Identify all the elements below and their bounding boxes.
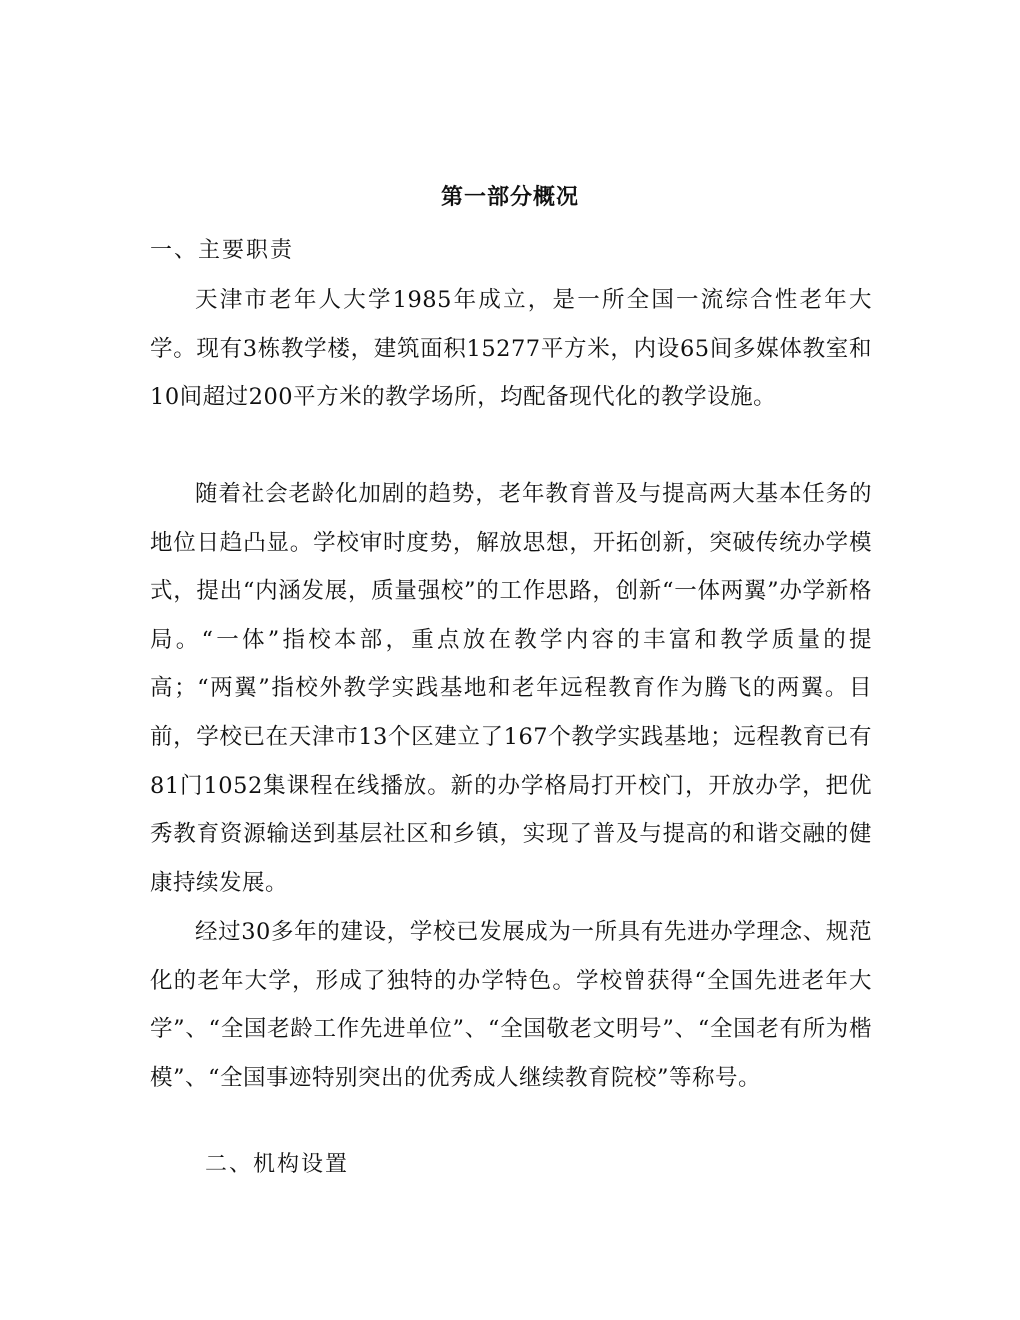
section-heading-duties: 一、主要职责: [150, 238, 295, 263]
paragraph-development: 随着社会老龄化加剧的趋势，老年教育普及与提高两大基本任务的地位日趋凸显。学校审时度势，解放思想，开拓创新，突破传统办学模式，提出“内涵发展，质量强校”的工作思路，创新“一体两翼”办学新格局。“一体”指校本部，重点放在教学内容的丰富和教学质量的提高；“两翼”指校外教学实践基地和老年远程教育作为腾飞的两翼。目前，学校已在天津市13个区建立了167个教学实践基地；远程教育已有81门1052集课程在线播放。新的办学格局打开校门，开放办学，把优秀教育资源输送到基层社区和乡镇，实现了普及与提高的和谐交融的健康持续发展。: [150, 481, 872, 896]
paragraph-intro: 天津市老年人大学1985年成立，是一所全国一流综合性老年大学。现有3栋教学楼，建筑面积15277平方米，内设65间多媒体教室和10间超过200平方米的教学场所，均配备现代化的教学设施。: [150, 287, 872, 411]
page-title: 第一部分概况: [440, 185, 579, 210]
paragraph-honors: 经过30多年的建设，学校已发展成为一所具有先进办学理念、规范化的老年大学，形成了独特的办学特色。学校曾获得“全国先进老年大学”、“全国老龄工作先进单位”、“全国敬老文明号”、“全国老有所为楷模”、“全国事迹特别突出的优秀成人继续教育院校”等称号。: [150, 919, 872, 1091]
section-heading-organization: 二、机构设置: [205, 1152, 350, 1177]
